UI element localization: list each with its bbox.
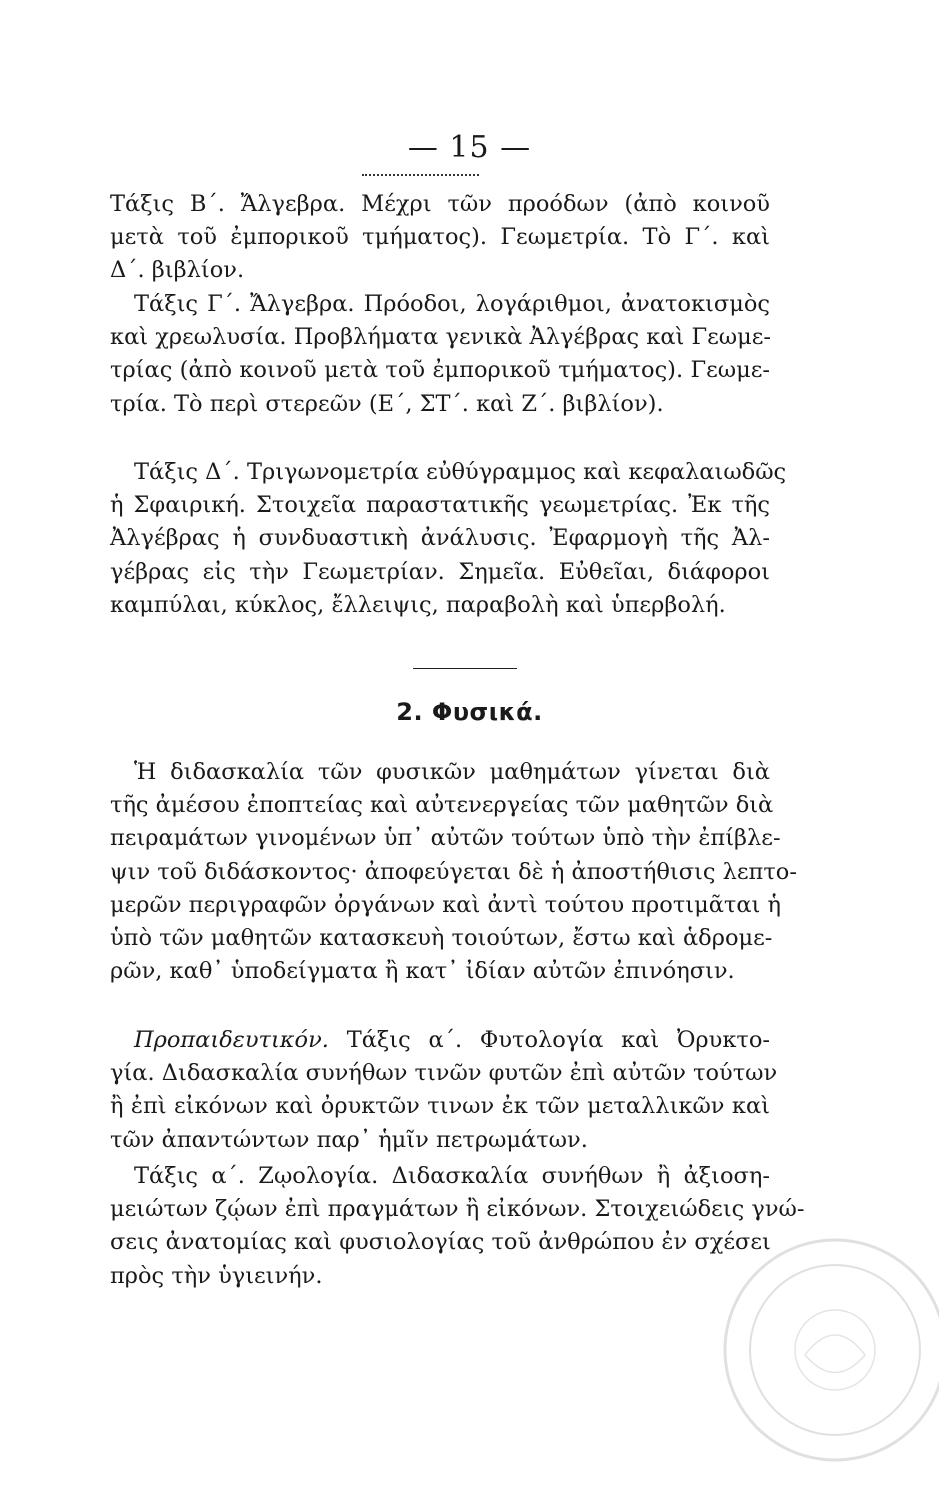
text-line: καμπύλαι, κύκλος, ἔλλειψις, παραβολὴ καὶ ὑπερβολή. — [110, 591, 726, 618]
text-line: Δ΄. βιβλίον. — [110, 257, 245, 284]
text-line: μειώτων ζῴων ἐπὶ πραγμάτων ἢ εἰκόνων. Στοιχειώδεις γνώ- — [110, 1196, 805, 1223]
text-line: τρία. Τὸ περὶ στερεῶν (Ε΄, ΣΤ΄. καὶ Ζ΄. βιβλίον). — [110, 390, 664, 417]
library-stamp-icon — [710, 1225, 939, 1475]
paragraph-propaideutikon — [110, 1024, 778, 1157]
paragraph-physics-intro — [110, 756, 797, 988]
text-line: Ἀλγέβρας ἡ συνδυαστικὴ ἀνάλυσις. Ἐφαρμογὴ τῆς Ἀλ- — [110, 525, 770, 552]
text-line: καὶ χρεωλυσία. Προβλήματα γενικὰ Ἀλγέβρας καὶ Γεωμε- — [110, 324, 772, 351]
text-line: Τάξις Γ΄. Ἄλγεβρα. Πρόοδοι, λογάριθμοι, ἀνατοκισμὸς — [134, 291, 770, 317]
paragraph-zoologia — [110, 1160, 805, 1293]
text-line: γέβρας εἰς τὴν Γεωμετρίαν. Σημεῖα. Εὐθεῖαι, διάφοροι — [110, 558, 770, 585]
text-line: Τάξις Δ΄. Τριγωνομετρία εὐθύγραμμος καὶ κεφαλαιωδῶς — [134, 459, 787, 485]
paragraph-taxis-d — [110, 456, 787, 622]
section-divider — [413, 668, 517, 669]
page-number-rule — [362, 174, 479, 178]
text-line: πειραμάτων γινομένων ὑπ᾽ αὐτῶν τούτων ὑπὸ τὴν ἐπίβλε- — [110, 825, 781, 852]
line-rest: Τάξις α΄. Φυτολογία καὶ Ὀρυκτο- — [328, 1027, 770, 1053]
text-line: τῶν ἀπαντώντων παρ᾽ ἡμῖν πετρωμάτων. — [110, 1126, 588, 1153]
text-line: σεις ἀνατομίας καὶ φυσιολογίας τοῦ ἀνθρώπου ἐν σχέσει — [110, 1229, 771, 1256]
page-number: — 15 — — [407, 130, 532, 165]
text-line: μετὰ τοῦ ἐμπορικοῦ τμήματος). Γεωμετρία. Τὸ Γ΄. καὶ — [110, 224, 770, 251]
text-line: γία. Διδασκαλία συνήθων τινῶν φυτῶν ἐπὶ αὐτῶν τούτων — [110, 1060, 778, 1087]
text-line: πρὸς τὴν ὑγιεινήν. — [110, 1262, 323, 1289]
text-line: ἢ ἐπὶ εἰκόνων καὶ ὀρυκτῶν τινων ἐκ τῶν μεταλλικῶν καὶ — [110, 1093, 770, 1120]
paragraph-taxis-g — [110, 288, 770, 421]
text-line: Ἡ διδασκαλία τῶν φυσικῶν μαθημάτων γίνεται διὰ — [134, 759, 770, 785]
text-line: τρίας (ἀπὸ κοινοῦ μετὰ τοῦ ἐμπορικοῦ τμήματος). Γεωμε- — [110, 357, 770, 384]
text-line: τῆς ἀμέσου ἐποπτείας καὶ αὐτενεργείας τῶν μαθητῶν διὰ — [110, 792, 774, 819]
text-line: ὑπὸ τῶν μαθητῶν κατασκευὴ τοιούτων, ἔστω καὶ ἁδρομε- — [110, 925, 773, 952]
section-heading: 2. Φυσικά. — [396, 698, 543, 726]
text-line: ἡ Σφαιρική. Στοιχεῖα παραστατικῆς γεωμετρίας. Ἐκ τῆς — [110, 492, 770, 519]
paragraph-taxis-b — [110, 188, 770, 288]
text-line: ρῶν, καθ᾽ ὑποδείγματα ἢ κατ᾽ ἰδίαν αὐτῶν ἐπινόησιν. — [110, 958, 735, 985]
text-line — [110, 1024, 770, 1057]
text-line: Τάξις Β΄. Ἄλγεβρα. Μέχρι τῶν προόδων (ἀπὸ κοινοῦ — [110, 191, 770, 217]
text-line: μερῶν περιγραφῶν ὀργάνων καὶ ἀντὶ τούτου προτιμᾶται ἡ — [110, 891, 782, 918]
text-line: Τάξις α΄. Ζῳολογία. Διδασκαλία συνήθων ἢ ἀξιοση- — [134, 1163, 770, 1189]
text-line: ψιν τοῦ διδάσκοντος· ἀποφεύγεται δὲ ἡ ἀποστήθισις λεπτο- — [110, 858, 797, 885]
italic-lead: Προπαιδευτικόν. — [134, 1027, 329, 1053]
